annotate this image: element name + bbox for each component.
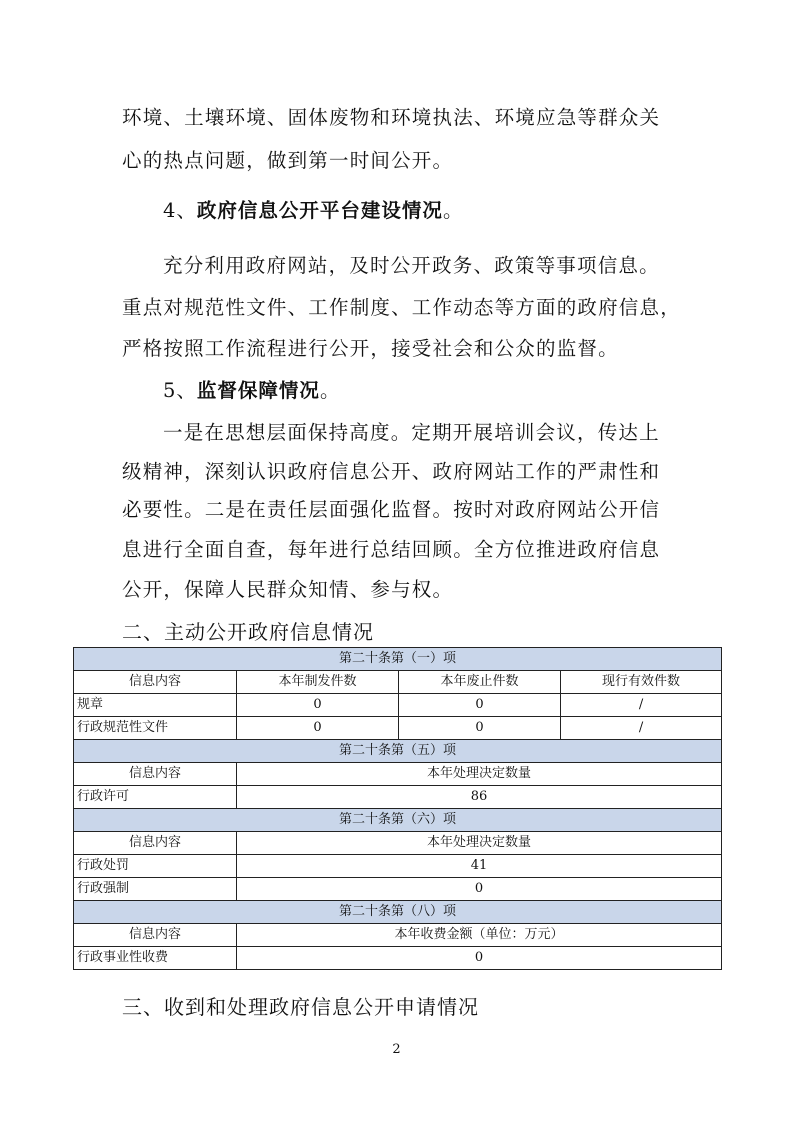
cell-value: 0: [399, 694, 561, 717]
table-header-row: [74, 832, 722, 855]
cell-value: 0: [237, 694, 399, 717]
table-band: [74, 901, 722, 924]
header-cell: 信息内容: [74, 832, 237, 855]
band-label: 第二十条第（一）项: [74, 648, 722, 671]
heading-4: [163, 198, 463, 224]
header-cell: 信息内容: [74, 763, 237, 786]
row-label: 行政规范性文件: [74, 717, 237, 740]
header-cell: 信息内容: [74, 924, 237, 947]
section-3-title: 三、收到和处理政府信息公开申请情况: [122, 995, 479, 1019]
paragraph-line: 严格按照工作流程进行公开，接受社会和公众的监督。: [122, 337, 619, 360]
heading-number: 5、: [163, 379, 197, 402]
header-cell: 本年制发件数: [237, 671, 399, 694]
cell-value: 0: [237, 717, 399, 740]
header-cell: 本年收费金额（单位：万元）: [237, 924, 722, 947]
page-number: 2: [392, 1042, 401, 1057]
band-label: 第二十条第（八）项: [74, 901, 722, 924]
band-label: 第二十条第（六）项: [74, 809, 722, 832]
paragraph-line: 重点对规范性文件、工作制度、工作动态等方面的政府信息，: [122, 296, 681, 319]
table-row: [74, 878, 722, 901]
paragraph-line: 一是在思想层面保持高度。定期开展培训会议，传达上: [163, 421, 660, 444]
table-row: [74, 855, 722, 878]
paragraph-line: 级精神，深刻认识政府信息公开、政府网站工作的严肃性和: [122, 460, 661, 483]
header-cell: 本年废止件数: [399, 671, 561, 694]
table-header-row: [74, 924, 722, 947]
header-cell: 现行有效件数: [561, 671, 722, 694]
row-label: 行政处罚: [74, 855, 237, 878]
table-band: [74, 648, 722, 671]
header-cell: 信息内容: [74, 671, 237, 694]
row-label: 行政强制: [74, 878, 237, 901]
paragraph-line: 必要性。二是在责任层面强化监督。按时对政府网站公开信: [122, 498, 661, 521]
row-label: 行政许可: [74, 786, 237, 809]
cell-value: /: [561, 717, 722, 740]
heading-title: 监督保障情况: [196, 379, 320, 402]
table-band: [74, 809, 722, 832]
section-2-title: 二、主动公开政府信息情况: [122, 620, 374, 644]
table-band: [74, 740, 722, 763]
header-cell: 本年处理决定数量: [237, 763, 722, 786]
paragraph-line: 息进行全面自查，每年进行总结回顾。全方位推进政府信息: [122, 538, 661, 561]
cell-value: 0: [399, 717, 561, 740]
cell-value: 86: [237, 786, 722, 809]
table-header-row: [74, 671, 722, 694]
paragraph-line: 公开，保障人民群众知情、参与权。: [122, 578, 454, 601]
paragraph-line: 充分利用政府网站，及时公开政务、政策等事项信息。: [163, 254, 660, 277]
header-cell: 本年处理决定数量: [237, 832, 722, 855]
heading-title: 政府信息公开平台建设情况: [196, 199, 443, 222]
heading-number: 4、: [163, 199, 197, 222]
row-label: 规章: [74, 694, 237, 717]
table-row: [74, 786, 722, 809]
table-row: [74, 717, 722, 740]
table-row: [74, 694, 722, 717]
table-header-row: [74, 763, 722, 786]
disclosure-table: [73, 647, 722, 970]
cell-value: 0: [237, 947, 722, 970]
cell-value: /: [561, 694, 722, 717]
heading-end: 。: [442, 199, 464, 222]
paragraph-line: 心的热点问题，做到第一时间公开。: [122, 149, 454, 172]
cell-value: 0: [237, 878, 722, 901]
table-row: [74, 947, 722, 970]
cell-value: 41: [237, 855, 722, 878]
band-label: 第二十条第（五）项: [74, 740, 722, 763]
heading-5: [163, 378, 340, 404]
heading-end: 。: [319, 379, 341, 402]
paragraph-line: 环境、土壤环境、固体废物和环境执法、环境应急等群众关: [122, 106, 661, 129]
row-label: 行政事业性收费: [74, 947, 237, 970]
